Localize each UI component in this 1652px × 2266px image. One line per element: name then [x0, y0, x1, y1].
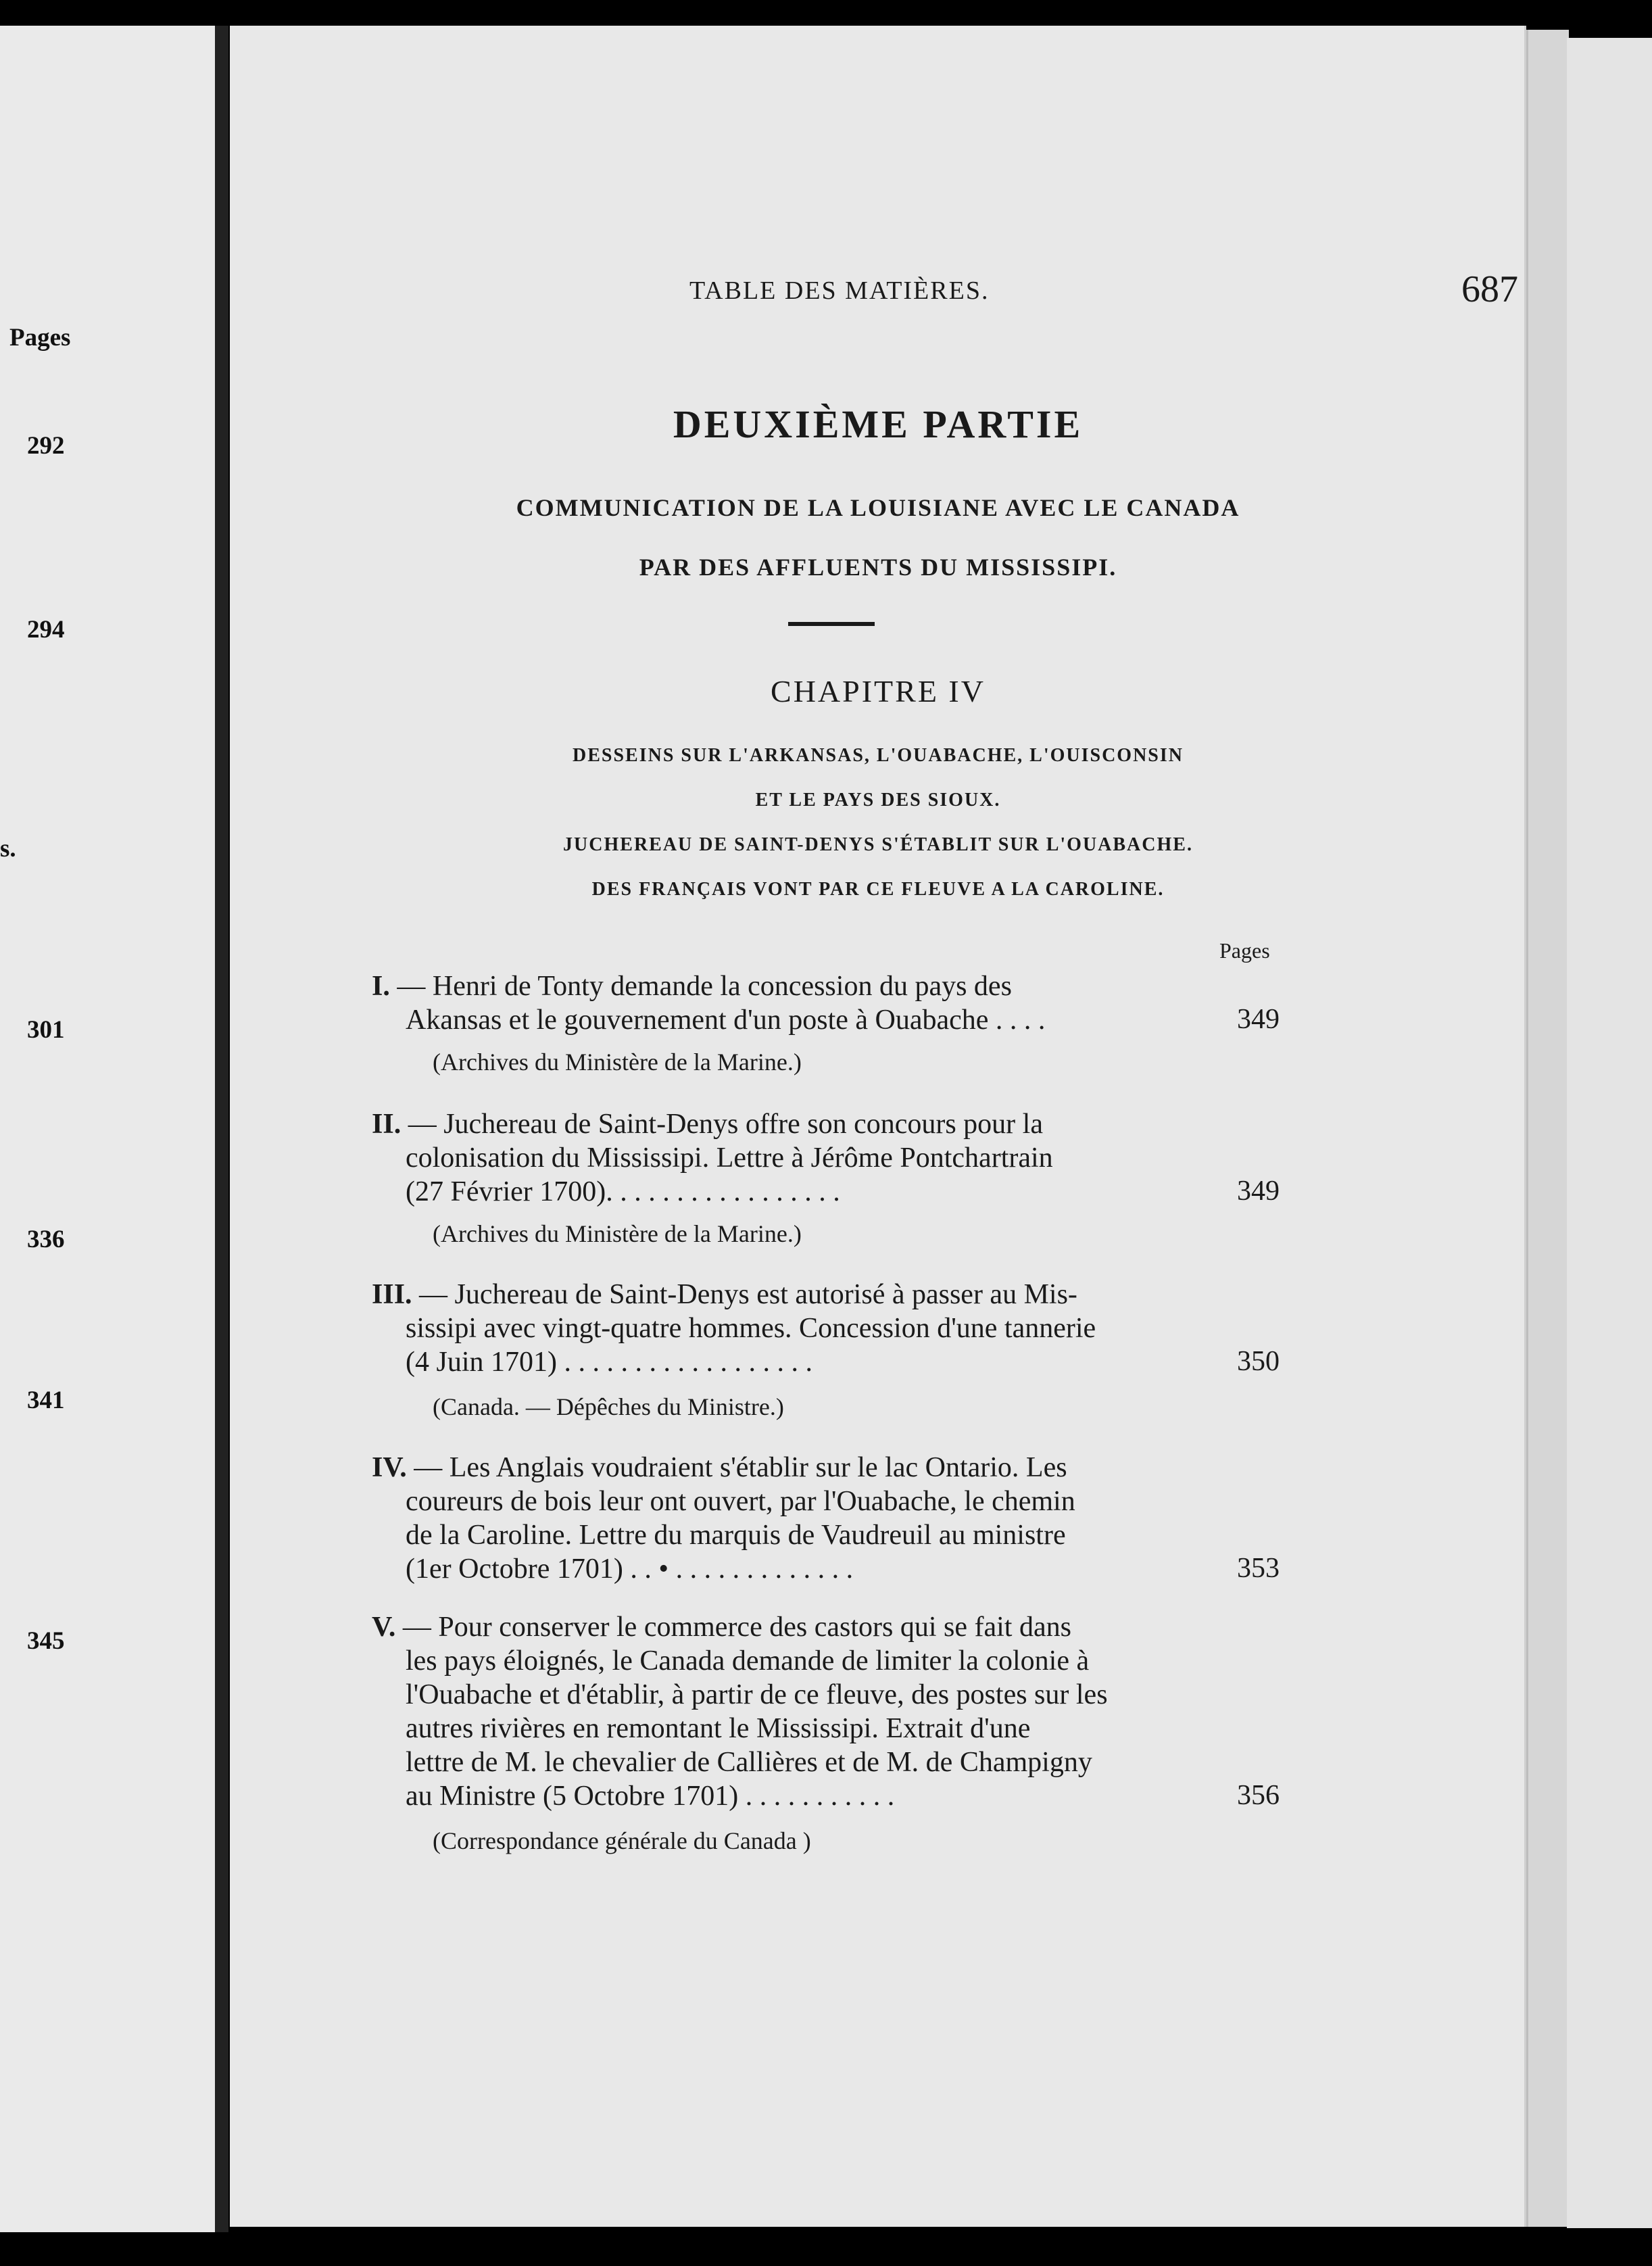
entry-line: — Juchereau de Saint-Denys est autorisé à passer au Mis-: [419, 1279, 1077, 1310]
running-head: TABLE DES MATIÈRES.: [689, 276, 990, 305]
book-gutter: [215, 26, 228, 2232]
entry-number: V.: [372, 1612, 396, 1643]
part-subtitle: COMMUNICATION DE LA LOUISIANE AVEC LE CANADA: [516, 494, 1240, 521]
left-page-number: 336: [27, 1226, 65, 1253]
toc-entry: [372, 969, 1338, 1037]
entry-line: — Juchereau de Saint-Denys offre son concours pour la: [408, 1109, 1043, 1140]
entry-page: 356: [1237, 1780, 1280, 1811]
entry-line: au Ministre (5 Octobre 1701) . . . . . . . . . . .: [406, 1781, 895, 1812]
entry-line: (1er Octobre 1701) . . • . . . . . . . . . . . . .: [406, 1553, 854, 1585]
entry-number: IV.: [372, 1452, 407, 1483]
section-rule: [788, 622, 875, 626]
entry-page: 350: [1237, 1346, 1280, 1377]
left-page-fragment: s.: [0, 835, 16, 863]
page-edge: [1567, 38, 1652, 2228]
entry-line: de la Caroline. Lettre du marquis de Vaudreuil au ministre: [406, 1520, 1066, 1551]
entry-source: (Canada. — Dépêches du Ministre.): [433, 1393, 784, 1420]
entry-line: sissipi avec vingt-quatre hommes. Concession d'une tannerie: [406, 1313, 1096, 1344]
left-facing-page: [0, 26, 215, 2232]
entry-source: (Correspondance générale du Canada ): [433, 1827, 811, 1854]
chapter-summary-line: ET LE PAYS DES SIOUX.: [755, 790, 1001, 811]
toc-entry: [372, 1610, 1338, 1813]
entry-line: — Les Anglais voudraient s'établir sur le lac Ontario. Les: [414, 1452, 1067, 1483]
chapter-summary-line: DESSEINS SUR L'ARKANSAS, L'OUABACHE, L'OUISCONSIN: [573, 745, 1184, 766]
book-page: [230, 26, 1526, 2227]
entry-line: autres rivières en remontant le Mississipi. Extrait d'une: [406, 1713, 1031, 1744]
entry-page: 349: [1237, 1004, 1280, 1035]
entry-line: Akansas et le gouvernement d'un poste à Ouabache . . . .: [406, 1005, 1046, 1036]
entry-number: II.: [372, 1109, 402, 1140]
entry-number: III.: [372, 1279, 412, 1310]
chapter-summary-line: DES FRANÇAIS VONT PAR CE FLEUVE A LA CAROLINE.: [591, 879, 1165, 900]
entry-line: les pays éloignés, le Canada demande de limiter la colonie à: [406, 1645, 1090, 1677]
entry-line: l'Ouabache et d'établir, à partir de ce fleuve, des postes sur les: [406, 1679, 1108, 1710]
entry-page: 353: [1237, 1553, 1280, 1584]
toc-entry: [372, 1451, 1338, 1586]
entry-number: I.: [372, 971, 390, 1002]
entry-line: (27 Février 1700). . . . . . . . . . . . . . . . .: [406, 1176, 840, 1207]
left-page-number: 294: [27, 616, 65, 644]
entry-line: — Henri de Tonty demande la concession du pays des: [397, 971, 1012, 1002]
pages-column-label: Pages: [1219, 938, 1270, 963]
page-number: 687: [1461, 268, 1518, 310]
toc-entry: [372, 1278, 1338, 1379]
page-edge: [1526, 30, 1569, 2227]
entry-source: (Archives du Ministère de la Marine.): [433, 1220, 802, 1247]
chapter-summary-line: JUCHEREAU DE SAINT-DENYS S'ÉTABLIT SUR L'OUABACHE.: [563, 834, 1193, 855]
left-page-number: 341: [27, 1387, 65, 1414]
left-pages-label: Pages: [9, 324, 71, 352]
entry-line: (4 Juin 1701) . . . . . . . . . . . . . . . . . .: [406, 1347, 812, 1378]
chapter-title: CHAPITRE IV: [771, 674, 986, 708]
toc-entry: [372, 1107, 1338, 1209]
part-title: DEUXIÈME PARTIE: [673, 402, 1084, 446]
entry-line: lettre de M. le chevalier de Callières et de M. de Champigny: [406, 1747, 1092, 1778]
entry-source: (Archives du Ministère de la Marine.): [433, 1048, 802, 1076]
entry-page: 349: [1237, 1176, 1280, 1207]
left-page-number: 345: [27, 1627, 65, 1655]
entry-line: — Pour conserver le commerce des castors qui se fait dans: [402, 1612, 1071, 1643]
left-page-number: 301: [27, 1016, 65, 1044]
entry-line: colonisation du Mississipi. Lettre à Jérôme Pontchartrain: [406, 1142, 1053, 1174]
part-subtitle: PAR DES AFFLUENTS DU MISSISSIPI.: [639, 554, 1117, 581]
left-page-number: 292: [27, 432, 65, 460]
entry-line: coureurs de bois leur ont ouvert, par l'Ouabache, le chemin: [406, 1486, 1075, 1517]
